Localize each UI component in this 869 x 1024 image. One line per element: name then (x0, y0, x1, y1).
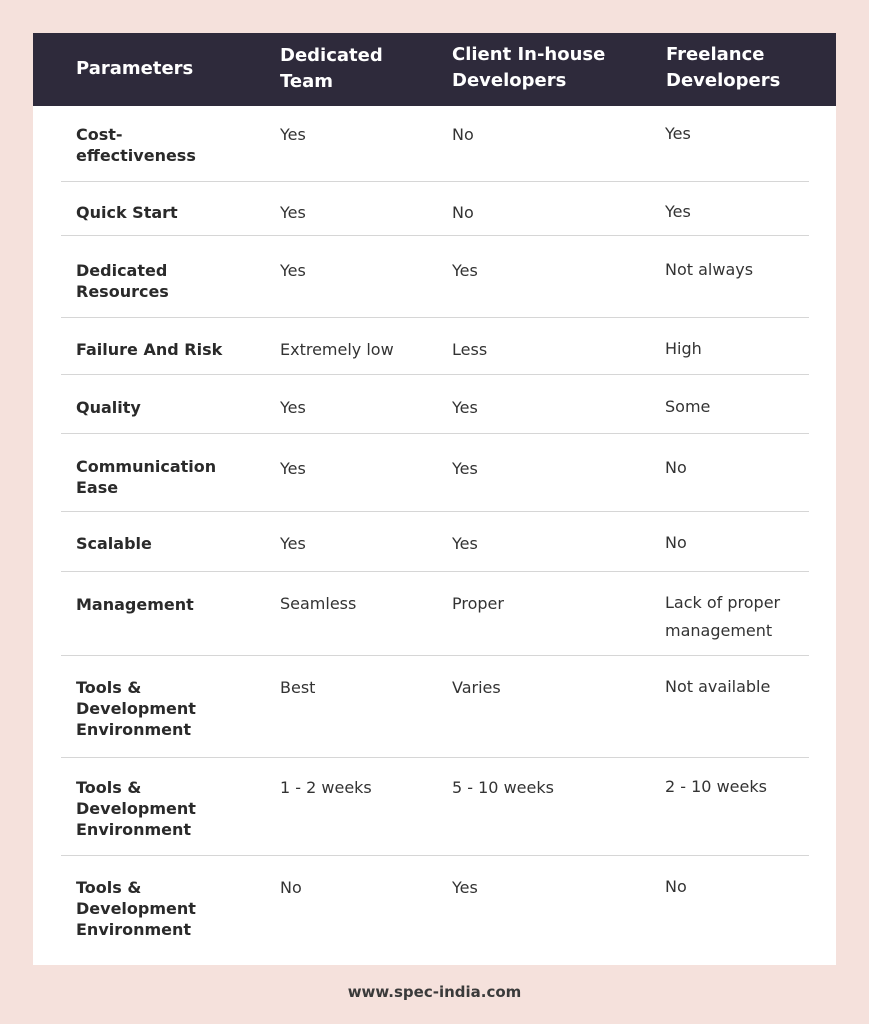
table-row (61, 456, 809, 512)
table-row (61, 339, 809, 375)
cell-freelance: No (665, 533, 687, 552)
cell-freelance: No (665, 458, 687, 477)
cell-freelance: High (665, 339, 702, 358)
cell-freelance: Not always (665, 260, 754, 279)
cell-dedicated-team: Yes (280, 261, 306, 280)
cell-freelance: Some (665, 397, 711, 416)
row-parameter: Failure And Risk (76, 340, 223, 359)
table-row (61, 202, 809, 236)
cell-dedicated-team: Yes (280, 398, 306, 417)
row-parameter: Scalable (76, 534, 152, 553)
table-row (61, 260, 809, 318)
row-parameter: Tools & Development Environment (76, 878, 196, 939)
cell-freelance: Lack of proper management (665, 593, 781, 640)
cell-dedicated-team: No (280, 878, 302, 897)
row-parameter: Management (76, 595, 194, 614)
cell-client-in-house: No (452, 203, 474, 222)
row-parameter: Quick Start (76, 203, 178, 222)
cell-dedicated-team: 1 - 2 weeks (280, 778, 372, 797)
table-row (61, 397, 809, 434)
header-parameters: Parameters (76, 58, 194, 79)
cell-freelance: Yes (665, 124, 691, 143)
cell-dedicated-team: Yes (280, 459, 306, 478)
row-parameter: Tools & Development Environment (76, 778, 196, 839)
cell-client-in-house: Proper (452, 594, 504, 613)
cell-freelance: Yes (665, 202, 691, 221)
cell-client-in-house: No (452, 125, 474, 144)
cell-client-in-house: Yes (452, 459, 478, 478)
row-parameter: Tools & Development Environment (76, 678, 196, 739)
cell-client-in-house: Yes (452, 534, 478, 553)
cell-client-in-house: 5 - 10 weeks (452, 778, 554, 797)
table-header (33, 33, 836, 106)
cell-client-in-house: Yes (452, 261, 478, 280)
cell-freelance: No (665, 877, 687, 896)
header-dedicated-team: Dedicated Team (280, 45, 383, 92)
footer-url[interactable]: www.spec-india.com (347, 983, 522, 1001)
cell-dedicated-team: Extremely low (280, 340, 394, 359)
table-row (61, 877, 809, 949)
row-parameter: Communication Ease (76, 457, 217, 497)
row-parameter: Cost- effectiveness (76, 125, 196, 165)
table-row (61, 777, 809, 856)
table-row (61, 593, 809, 656)
header-freelance: Freelance Developers (666, 44, 781, 91)
cell-dedicated-team: Yes (280, 203, 306, 222)
cell-dedicated-team: Best (280, 678, 316, 697)
cell-client-in-house: Less (452, 340, 488, 359)
cell-freelance: Not available (665, 677, 771, 696)
cell-client-in-house: Varies (452, 678, 501, 697)
row-parameter: Dedicated Resources (76, 261, 169, 301)
cell-client-in-house: Yes (452, 398, 478, 417)
comparison-table (33, 33, 836, 965)
table-row (61, 677, 809, 758)
table-row (61, 533, 809, 572)
header-client-in-house: Client In-house Developers (452, 44, 606, 91)
cell-freelance: 2 - 10 weeks (665, 777, 767, 796)
table-row (61, 124, 809, 182)
cell-dedicated-team: Yes (280, 125, 306, 144)
cell-dedicated-team: Seamless (280, 594, 357, 613)
cell-client-in-house: Yes (452, 878, 478, 897)
row-parameter: Quality (76, 398, 141, 417)
cell-dedicated-team: Yes (280, 534, 306, 553)
